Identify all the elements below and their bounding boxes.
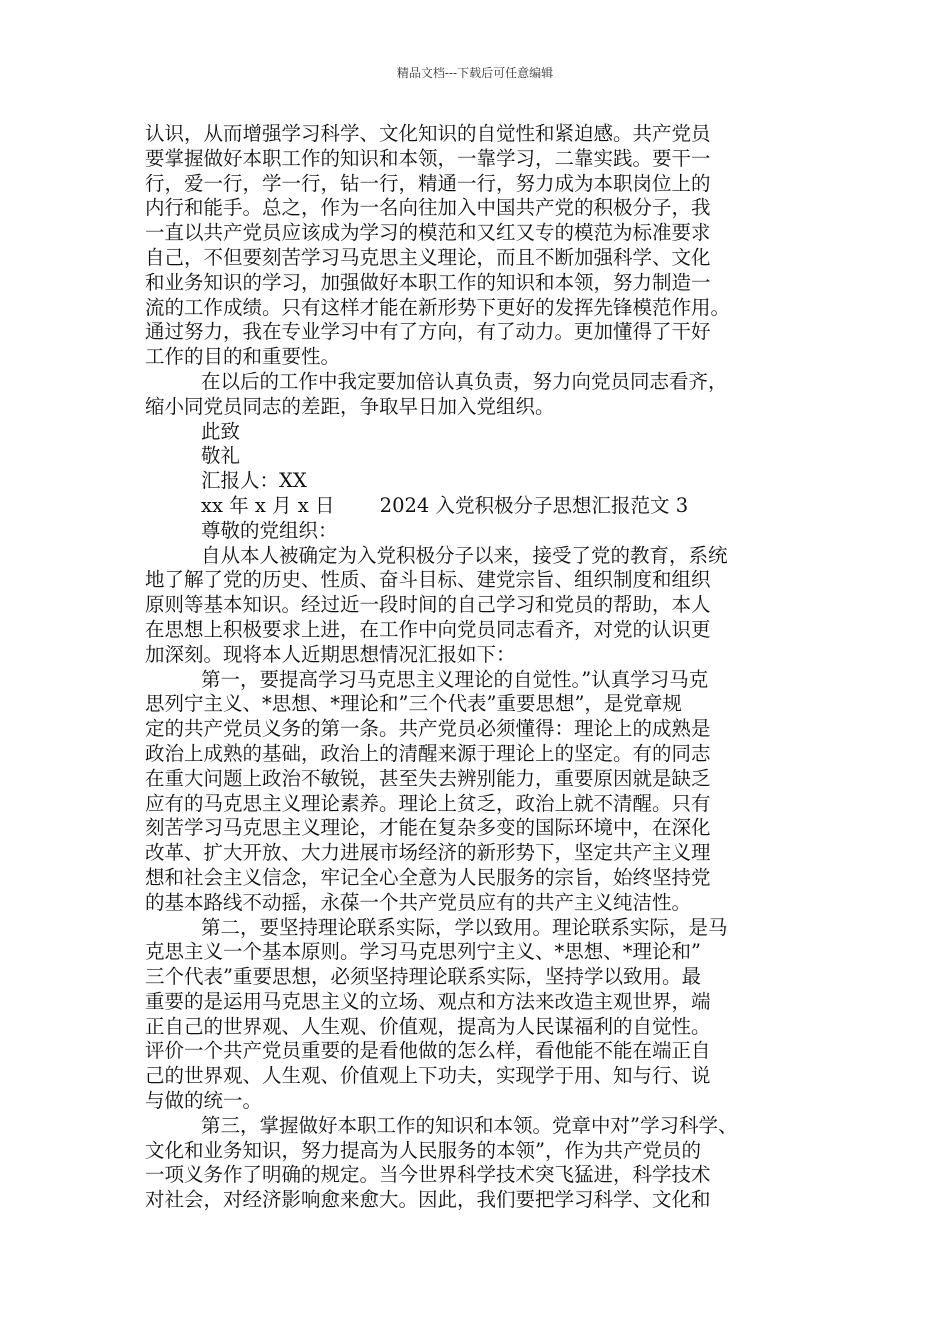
text-line: 在以后的工作中我定要加倍认真负责，努力向党员同志看齐， (201, 369, 728, 393)
text-line: 文化和业务知识，努力提高为人民服务的本领”，作为共产党员的 (145, 1138, 701, 1162)
text-line: 思列宁主义、*思想、*理论和”三个代表”重要思想”，是党章规 (145, 692, 682, 716)
text-line: 定的共产党员义务的第一条。共产党员必须懂得：理论上的成熟是 (145, 717, 711, 741)
text-line: 在重大问题上政治不敏锐，甚至失去辨别能力，重要原因就是缺乏 (145, 766, 711, 790)
text-line: 要掌握做好本职工作的知识和本领，一靠学习，二靠实践。要干一 (145, 146, 711, 170)
text-line: 第三，掌握做好本职工作的知识和本领。党章中对”学习科学、 (201, 1113, 738, 1137)
text-line: 行，爱一行，学一行，钻一行，精通一行，努力成为本职岗位上的 (145, 171, 711, 195)
text-line: 在思想上积极要求上进，在工作中向党员同志看齐，对党的认识更 (145, 617, 711, 641)
text-line: 敬礼 (201, 444, 241, 468)
text-line: 认识，从而增强学习科学、文化知识的自觉性和紧迫感。共产党员 (145, 122, 711, 145)
text-line: 改革、扩大开放、大力进展市场经济的新形势下，坚定共产主义理 (145, 841, 711, 865)
text-line: 地了解了党的历史、性质、奋斗目标、建党宗旨、组织制度和组织 (145, 568, 711, 592)
text-line: 政治上成熟的基础，政治上的清醒来源于理论上的坚定。有的同志 (145, 741, 711, 765)
text-line: 自己，不但要刻苦学习马克思主义理论，而且不断加强科学、文化 (145, 245, 711, 269)
text-line: 与做的统一。 (145, 1089, 263, 1113)
text-line: 内行和能手。总之，作为一名向往加入中国共产党的积极分子，我 (145, 196, 711, 220)
text-line: 正自己的世界观、人生观、价值观，提高为人民谋福利的自觉性。 (145, 1014, 711, 1038)
text-line: 应有的马克思主义理论素养。理论上贫乏，政治上就不清醒。只有 (145, 791, 711, 815)
text-line: 刻苦学习马克思主义理论，才能在复杂多变的国际环境中，在深化 (145, 816, 711, 840)
text-line: 自从本人被确定为入党积极分子以来，接受了党的教育，系统 (201, 543, 728, 567)
text-line: 缩小同党员同志的差距，争取早日加入党组织。 (145, 394, 555, 418)
text-line: 一直以共产党员应该成为学习的模范和又红又专的模范为标准要求 (145, 221, 711, 245)
text-line: 己的世界观、人生观、价值观上下功夫，实现学于用、知与行、说 (145, 1064, 711, 1088)
text-line: 汇报人：XX (201, 469, 307, 493)
text-line: 尊敬的党组织： (201, 518, 338, 542)
text-line: 重要的是运用马克思主义的立场、观点和方法来改造主观世界，端 (145, 989, 711, 1013)
text-line: 想和社会主义信念，牢记全心全意为人民服务的宗旨，始终坚持党 (145, 865, 711, 889)
text-line: 加深刻。现将本人近期思想情况汇报如下： (145, 642, 516, 666)
text-line: xx 年 x 月 x 日 2024 入党积极分子思想汇报范文 3 (201, 493, 689, 517)
text-line: 原则等基本知识。经过近一段时间的自己学习和党员的帮助，本人 (145, 593, 711, 617)
text-line: 流的工作成绩。只有这样才能在新形势下更好的发挥先锋模范作用。 (145, 295, 731, 319)
text-line: 通过努力，我在专业学习中有了方向，有了动力。更加懂得了干好 (145, 320, 711, 344)
text-line: 工作的目的和重要性。 (145, 345, 341, 369)
text-line: 克思主义一个基本原则。学习马克思列宁主义、*思想、*理论和” (145, 940, 701, 964)
text-line: 三个代表”重要思想，必须坚持理论联系实际，坚持学以致用。最 (145, 965, 701, 989)
text-line: 第二，要坚持理论联系实际，学以致用。理论联系实际，是马 (201, 915, 728, 939)
page-header: 精品文档---下载后可任意编辑 (396, 66, 554, 80)
text-line: 一项义务作了明确的规定。当今世界科学技术突飞猛进，科学技术 (145, 1163, 711, 1187)
document-body (145, 122, 810, 1213)
text-line: 评价一个共产党员重要的是看他做的怎么样，看他能不能在端正自 (145, 1039, 711, 1063)
text-line: 对社会，对经济影响愈来愈大。因此，我们要把学习科学、文化和 (145, 1188, 711, 1212)
text-line: 第一，要提高学习马克思主义理论的自觉性。”认真学习马克 (201, 667, 709, 691)
text-line: 此致 (201, 419, 241, 443)
text-line: 和业务知识的学习，加强做好本职工作的知识和本领，努力制造一 (145, 270, 711, 294)
text-line: 的基本路线不动摇，永葆一个共产党员应有的共产主义纯洁性。 (145, 890, 692, 914)
